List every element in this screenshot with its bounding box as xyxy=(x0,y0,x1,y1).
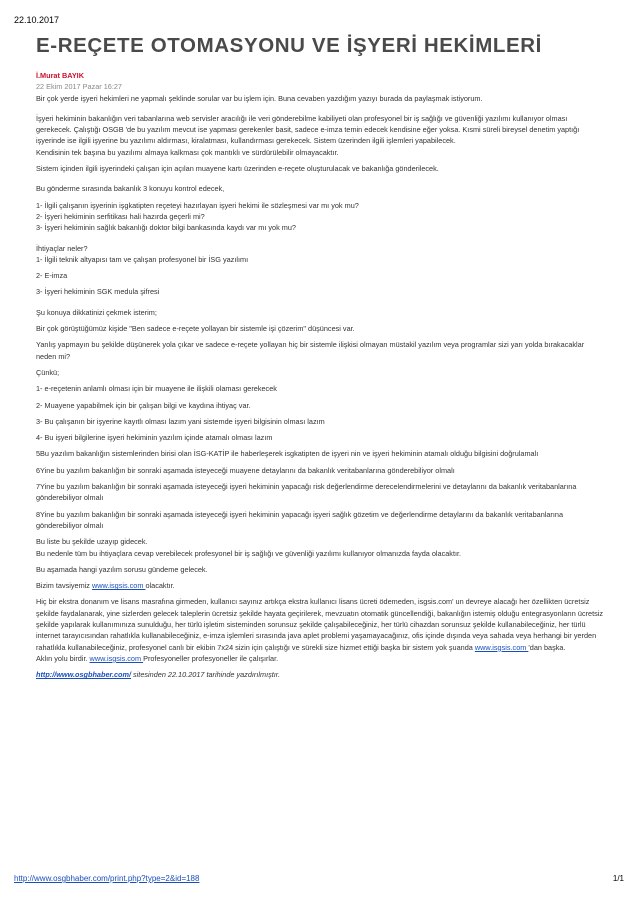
recommendation xyxy=(36,580,604,591)
needs-item: 3- İşyeri hekiminin SGK medula şifresi xyxy=(36,287,160,297)
footer-url[interactable]: http://www.osgbhaber.com/print.php?type=2&id=188 xyxy=(14,874,200,883)
reason-sentence: Bu nedenle tüm bu ihtiyaçlara cevap verebilecek profesyonel bir iş sağlığı ve güvenliği yazılımı kullanıyor olmanızda fayda olacaktır. xyxy=(36,548,462,558)
quote-paragraph: Bir çok görüştüğümüz kişide "Ben sadece e-reçete yollayan bir sistemle işi çözerim" düşüncesi var. xyxy=(36,324,355,334)
isgsis-link[interactable]: www.isgsis.com xyxy=(474,642,529,652)
features-paragraph xyxy=(36,596,604,652)
source-link[interactable]: http://www.osgbhaber.com/ xyxy=(36,670,131,680)
control-item: 3- İşyeri hekiminin sağlık bakanlığı doktor bilgi bankasında kaydı var mı yok mu? xyxy=(36,223,296,233)
needs-item: 2- E-imza xyxy=(36,271,68,281)
paragraph-sustainability: Kendisinin tek başına bu yazılımı almaya kalkması çok mantıklı ve sürdürülebilir olmayacaktır. xyxy=(36,147,339,157)
reason-item: 1- e-reçetenin anlamlı olması için bir muayene ile ilişkili olaması gerekecek xyxy=(36,384,277,394)
paragraph-prescription-flow: Sistem içinden ilgili işyerindeki çalışan için açılan muayene kartı üzerinden e-reçete oluşturulacak ve bakanlığa gönderilecek. xyxy=(36,164,439,174)
article-title: E-REÇETE OTOMASYONU VE İŞYERİ HEKİMLERİ xyxy=(36,34,542,57)
page-count: 1/1 xyxy=(612,874,624,883)
features-suffix: 'dan başka. xyxy=(528,642,566,652)
reason-item: 5Bu yazılım bakanlığın sistemlerinden birisi olan İSG-KATİP ile haberleşerek isgkatipten de işyeri nin ve işyeri hekiminin atamalı olduğu bilgisini doğrulamalı xyxy=(36,449,539,459)
needs-intro: İhtiyaçlar neler? xyxy=(36,243,88,253)
control-item: 1- İlgili çalışanın işyerinin işgkatipten reçeteyi hazırlayan işyeri hekimi ile sözleşmesi var mı yok mu? xyxy=(36,200,359,210)
needs-item: 1- İlgili teknik altyapısı tam ve çalışan profesyonel bir İSG yazılımı xyxy=(36,254,249,264)
source-suffix: sitesinden 22.10.2017 tarihinde yazdırılmıştır. xyxy=(131,670,280,680)
control-intro: Bu gönderme sırasında bakanlık 3 konuyu kontrol edecek, xyxy=(36,184,225,194)
because-label: Çünkü; xyxy=(36,367,60,377)
article-body xyxy=(36,70,604,680)
reason-item: 2- Muayene yapabilmek için bir çalışan bilgi ve kaydına ihtiyaç var. xyxy=(36,400,251,410)
isgsis-link[interactable]: www.isgsis.com xyxy=(89,653,144,663)
isgsis-link[interactable]: www.isgsis.com xyxy=(91,581,146,591)
recommend-suffix: olacaktır. xyxy=(145,581,175,591)
list-continues: Bu liste bu şekilde uzayıp gidecek. xyxy=(36,537,148,547)
which-software: Bu aşamada hangi yazılım sorusu gündeme gelecek. xyxy=(36,564,208,574)
reason-item: 3- Bu çalışanın bir işyerine kayıtlı olması lazım yani sistemde işyeri bilgisinin olması lazım xyxy=(36,416,325,426)
reason-item: 8Yine bu yazılım bakanlığın bir sonraki aşamada isteyeceği işyeri hekiminin yapacağı işyeri sağlık gözetim ve değerlendirme detaylarını da bakanlık veritabanlarına gönderebiliyor olmalı xyxy=(36,509,564,530)
features-text: Hiç bir ekstra donanım ve lisans masrafına girmeden, kullanıcı sayınız artıkça ekstra kullanıcı lisans ücreti ödemeden, isgsis.com' un devreye alacağı her özellikten ücretsiz şekilde faydalanarak, yine sizlerden gelecek taleplerin ücretsiz şekilde hayata geçirilerek, mevzuatın otomatik güncellendiği, bakanlığın istemiş olduğu entegrasyonların ücretsiz şekilde yapılarak kullanımınıza sunulduğu, her türlü işletim sisteminden sorunsuz şekilde çalışabileceğiniz, her türlü cihazdan sorunsuz şekilde kullanabileceğiniz, her türlü internet tarayıcısından rahatlıkla kullanabileceğiniz, e-imza işlemleri sırasında java aplet problemi yaşamayacağınız, ofis içinde dışında veya sahada veya herhangi bir yerden rahatlıkla kullanabileceğiniz, profesyonel canlı bir ekibin 7x24 sizin için çalıştığı ve sürekli size hizmet ettiği başka bir sistem yok şuanda xyxy=(36,597,604,652)
intro-paragraph: Bir çok yerde işyeri hekimleri ne yapmalı şeklinde sorular var bu işlem için. Buna cevaben yazdığım yazıyı burada da paylaşmak istiyorum. xyxy=(36,93,483,103)
closing-prefix: Aklın yolu birdir. xyxy=(36,653,90,663)
reason-item: 7Yine bu yazılım bakanlığın bir sonraki aşamada isteyeceği işyeri hekiminin yapacağı risk değerlendirme derecelendirmelerini ve detaylarını da bakanlık veritabanlarına gönderebiliyor olmalı xyxy=(36,482,577,503)
closing-paragraph xyxy=(36,653,604,664)
reason-item: 6Yine bu yazılım bakanlığın bir sonraki aşamada isteyeceği muayene detaylarını da bakanlık veritabanlarına gönderebiliyor olmalı xyxy=(36,465,455,475)
publish-date: 22 Ekim 2017 Pazar 16:27 xyxy=(36,82,122,92)
attention-paragraph: Şu konuya dikkatinizi çekmek isterim; xyxy=(36,307,157,317)
recommend-prefix: Bizim tavsiyemiz xyxy=(36,581,92,591)
author-name: İ.Murat BAYIK xyxy=(36,71,84,80)
control-item: 2- İşyeri hekiminin serfitikası hali hazırda geçerli mi? xyxy=(36,211,205,221)
reason-item: 4- Bu işyeri bilgilerine işyeri hekiminin yazılım içinde atamalı olması lazım xyxy=(36,433,273,443)
source-line xyxy=(36,669,604,680)
paragraph-software-requirement: İşyeri hekiminin bakanlığın veri tabanlarına web servisler aracılığı ile veri gönderebilme kabiliyeti olan profesyonel bir iş sağlığı ve güvenliği yazılımı kullanıyor olması gerekecek. Çalıştığı OSGB 'de bu yazılım mevcut ise yapması gerekenler basit, sadece e-imza temin edecek kendisine eğer yoksa. Kısmi süreli bireysel denetim yaptığı işyerinde ise ilgili işyerine bu yazılımı aldırması, kiralatması, kullandırması gerekecek. Sistem üzerinden ilgili işlemleri yapabilecek. xyxy=(36,113,580,146)
print-date: 22.10.2017 xyxy=(14,15,60,25)
warning-paragraph: Yanlış yapmayın bu şekilde düşünerek yola çıkar ve sadece e-reçete yollayan hiç bir sistemle ilişkisi olmayan müstakil yazılım veya programlar sizi yarı yolda bırakacaklar neden mi? xyxy=(36,340,585,361)
closing-suffix: Profesyoneller profesyoneller ile çalışırlar. xyxy=(143,653,279,663)
